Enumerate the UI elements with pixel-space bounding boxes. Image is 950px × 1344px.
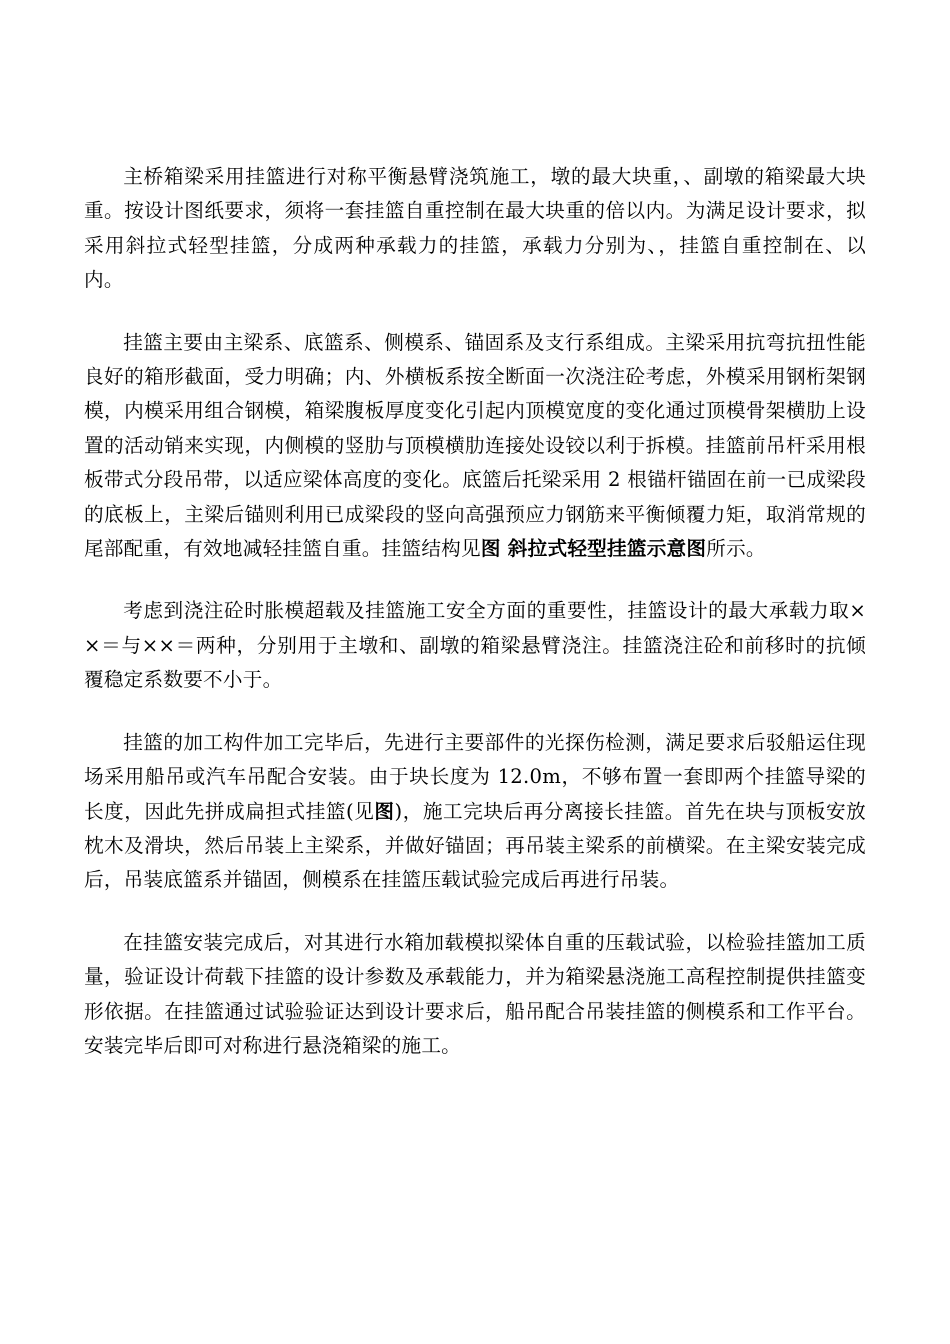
paragraph-5-text: 在挂篮安装完成后，对其进行水箱加载模拟梁体自重的压载试验，以检验挂篮加工质量，验证设计荷载下挂篮的设计参数及承载能力，并为箱梁悬浇施工高程控制提供挂篮变形依据。在挂篮通过试验验证达到设计要求后，船吊配合吊装挂篮的侧模系和工作平台。安装完毕后即可对称进行悬浇箱梁的施工。	[84, 930, 866, 1057]
figure-reference-bold-2: 图	[374, 799, 395, 823]
paragraph-5	[84, 926, 866, 1064]
paragraph-4-text-before: 挂篮的加工构件加工完毕后，先进行主要部件的光探伤检测，满足要求后驳船运住现场采用船吊或汽车吊配合安装。由于块长度为 12.0m，不够布置一套即两个挂篮导梁的长度，因此先拼成扁担式挂篮(见	[84, 730, 866, 823]
paragraph-3	[84, 594, 866, 697]
paragraph-2-text-before: 挂篮主要由主梁系、底篮系、侧模系、锚固系及支行系组成。主梁采用抗弯抗扭性能良好的箱形截面，受力明确；内、外横板系按全断面一次浇注砼考虑，外模采用钢桁架钢模，内模采用组合钢模，箱梁腹板厚度变化引起内顶模宽度的变化通过顶模骨架横肋上设置的活动销来实现，内侧模的竖肋与顶模横肋连接处设铰以利于拆模。挂篮前吊杆采用根板带式分段吊带，以适应梁体高度的变化。底篮后托梁采用 2 根锚杆锚固在前一已成梁段的底板上，主梁后锚则利用已成梁段的竖向高强预应力钢筋来平衡倾覆力矩，取消常规的尾部配重，有效地减轻挂篮自重。挂篮结构见	[84, 330, 866, 561]
document-body	[84, 160, 866, 1091]
paragraph-4-text-after: )，施工完块后再分离接长挂篮。首先在块与顶板安放枕木及滑块，然后吊装上主梁系，并做好锚固；再吊装主梁系的前横梁。在主梁安装完成后，吊装底篮系并锚固，侧模系在挂篮压载试验完成后再进行吊装。	[84, 799, 866, 892]
paragraph-1	[84, 160, 866, 298]
paragraph-1-text: 主桥箱梁采用挂篮进行对称平衡悬臂浇筑施工，墩的最大块重，、副墩的箱梁最大块重。按设计图纸要求，须将一套挂篮自重控制在最大块重的倍以内。为满足设计要求，拟采用斜拉式轻型挂篮，分成两种承载力的挂篮，承载力分别为、，挂篮自重控制在、以内。	[84, 165, 866, 292]
paragraph-4	[84, 726, 866, 898]
paragraph-2-text-after: 所示。	[706, 537, 766, 561]
figure-reference-bold: 图 斜拉式轻型挂篮示意图	[480, 537, 707, 561]
paragraph-3-text: 考虑到浇注砼时胀模超载及挂篮施工安全方面的重要性，挂篮设计的最大承载力取××＝与××＝两种，分别用于主墩和、副墩的箱梁悬臂浇注。挂篮浇注砼和前移时的抗倾覆稳定系数要不小于。	[84, 599, 866, 692]
paragraph-2	[84, 326, 866, 567]
